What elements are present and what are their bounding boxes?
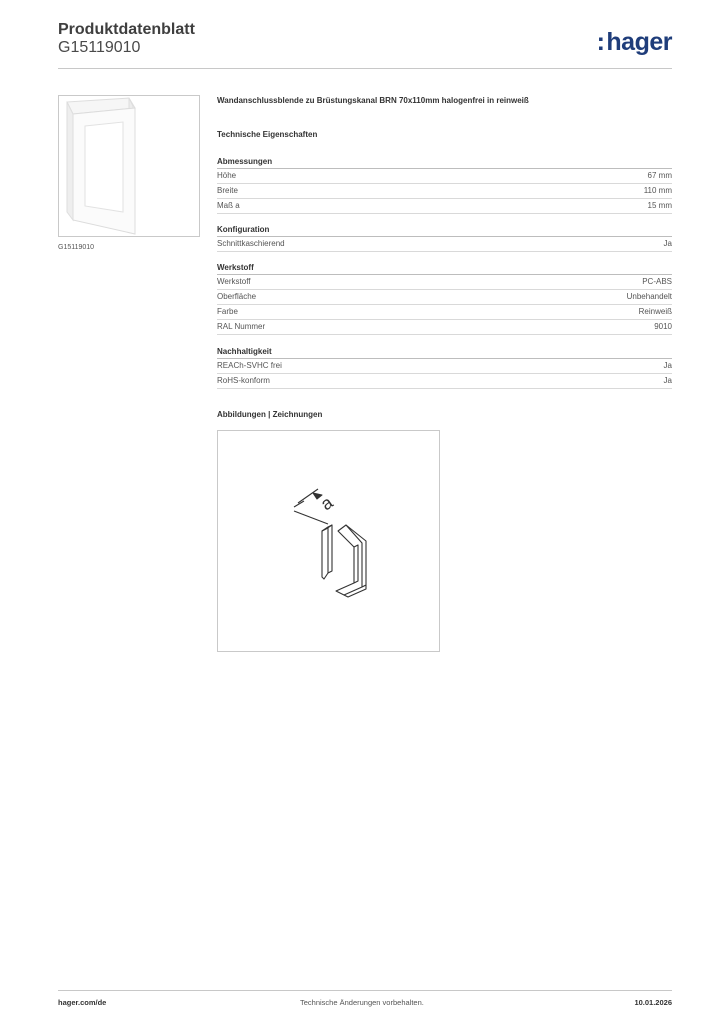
drawing-icon xyxy=(218,431,439,651)
table-row xyxy=(217,184,672,199)
table-row xyxy=(217,169,672,184)
row-label: Maß a xyxy=(217,201,240,210)
table-row xyxy=(217,374,672,389)
footer-notice: Technische Änderungen vorbehalten. xyxy=(300,998,424,1007)
section-dimensions xyxy=(217,156,672,214)
row-label: Oberfläche xyxy=(217,292,257,301)
table-row xyxy=(217,320,672,335)
row-value: Ja xyxy=(663,239,672,248)
section-title: Nachhaltigkeit xyxy=(217,346,672,359)
page-title: Produktdatenblatt xyxy=(58,21,195,38)
row-value: Reinweiß xyxy=(638,307,672,316)
table-row xyxy=(217,275,672,290)
header-divider xyxy=(58,68,672,69)
logo-text: hager xyxy=(606,28,672,56)
product-image-caption: G15119010 xyxy=(58,244,95,251)
row-value: Ja xyxy=(663,376,672,385)
hager-logo xyxy=(597,28,672,57)
article-number: G15119010 xyxy=(58,39,141,56)
row-value: 15 mm xyxy=(647,201,672,210)
table-row xyxy=(217,199,672,214)
section-title: Konfiguration xyxy=(217,224,672,237)
row-label: Farbe xyxy=(217,307,238,316)
row-label: REACh-SVHC frei xyxy=(217,361,282,370)
logo-dots-icon: : xyxy=(596,28,605,56)
product-image xyxy=(58,95,200,237)
row-value: 67 mm xyxy=(647,171,672,180)
dimension-a-label: a xyxy=(316,492,337,515)
table-row xyxy=(217,237,672,252)
row-value: Ja xyxy=(663,361,672,370)
footer-website[interactable]: hager.com/de xyxy=(58,998,107,1007)
row-label: Breite xyxy=(217,186,238,195)
table-row xyxy=(217,305,672,320)
footer-divider xyxy=(58,990,672,991)
tech-heading: Technische Eigenschaften xyxy=(217,130,318,139)
footer-date: 10.01.2026 xyxy=(634,998,672,1007)
row-value: Unbehandelt xyxy=(626,292,672,301)
row-label: Schnittkaschierend xyxy=(217,239,285,248)
row-label: RAL Nummer xyxy=(217,322,266,331)
section-material xyxy=(217,262,672,335)
row-value: PC-ABS xyxy=(642,277,672,286)
row-label: RoHS-konform xyxy=(217,376,270,385)
product-description: Wandanschlussblende zu Brüstungskanal BRN 70x110mm halogenfrei in reinweiß xyxy=(217,96,529,105)
figures-heading: Abbildungen | Zeichnungen xyxy=(217,410,323,419)
section-sustainability xyxy=(217,346,672,389)
technical-drawing xyxy=(217,430,440,652)
section-title: Abmessungen xyxy=(217,156,672,169)
row-value: 9010 xyxy=(654,322,672,331)
section-title: Werkstoff xyxy=(217,262,672,275)
section-configuration xyxy=(217,224,672,252)
table-row xyxy=(217,290,672,305)
row-label: Höhe xyxy=(217,171,237,180)
row-value: 110 mm xyxy=(643,186,672,195)
product-photo-icon xyxy=(59,96,199,236)
row-label: Werkstoff xyxy=(217,277,251,286)
table-row xyxy=(217,359,672,374)
